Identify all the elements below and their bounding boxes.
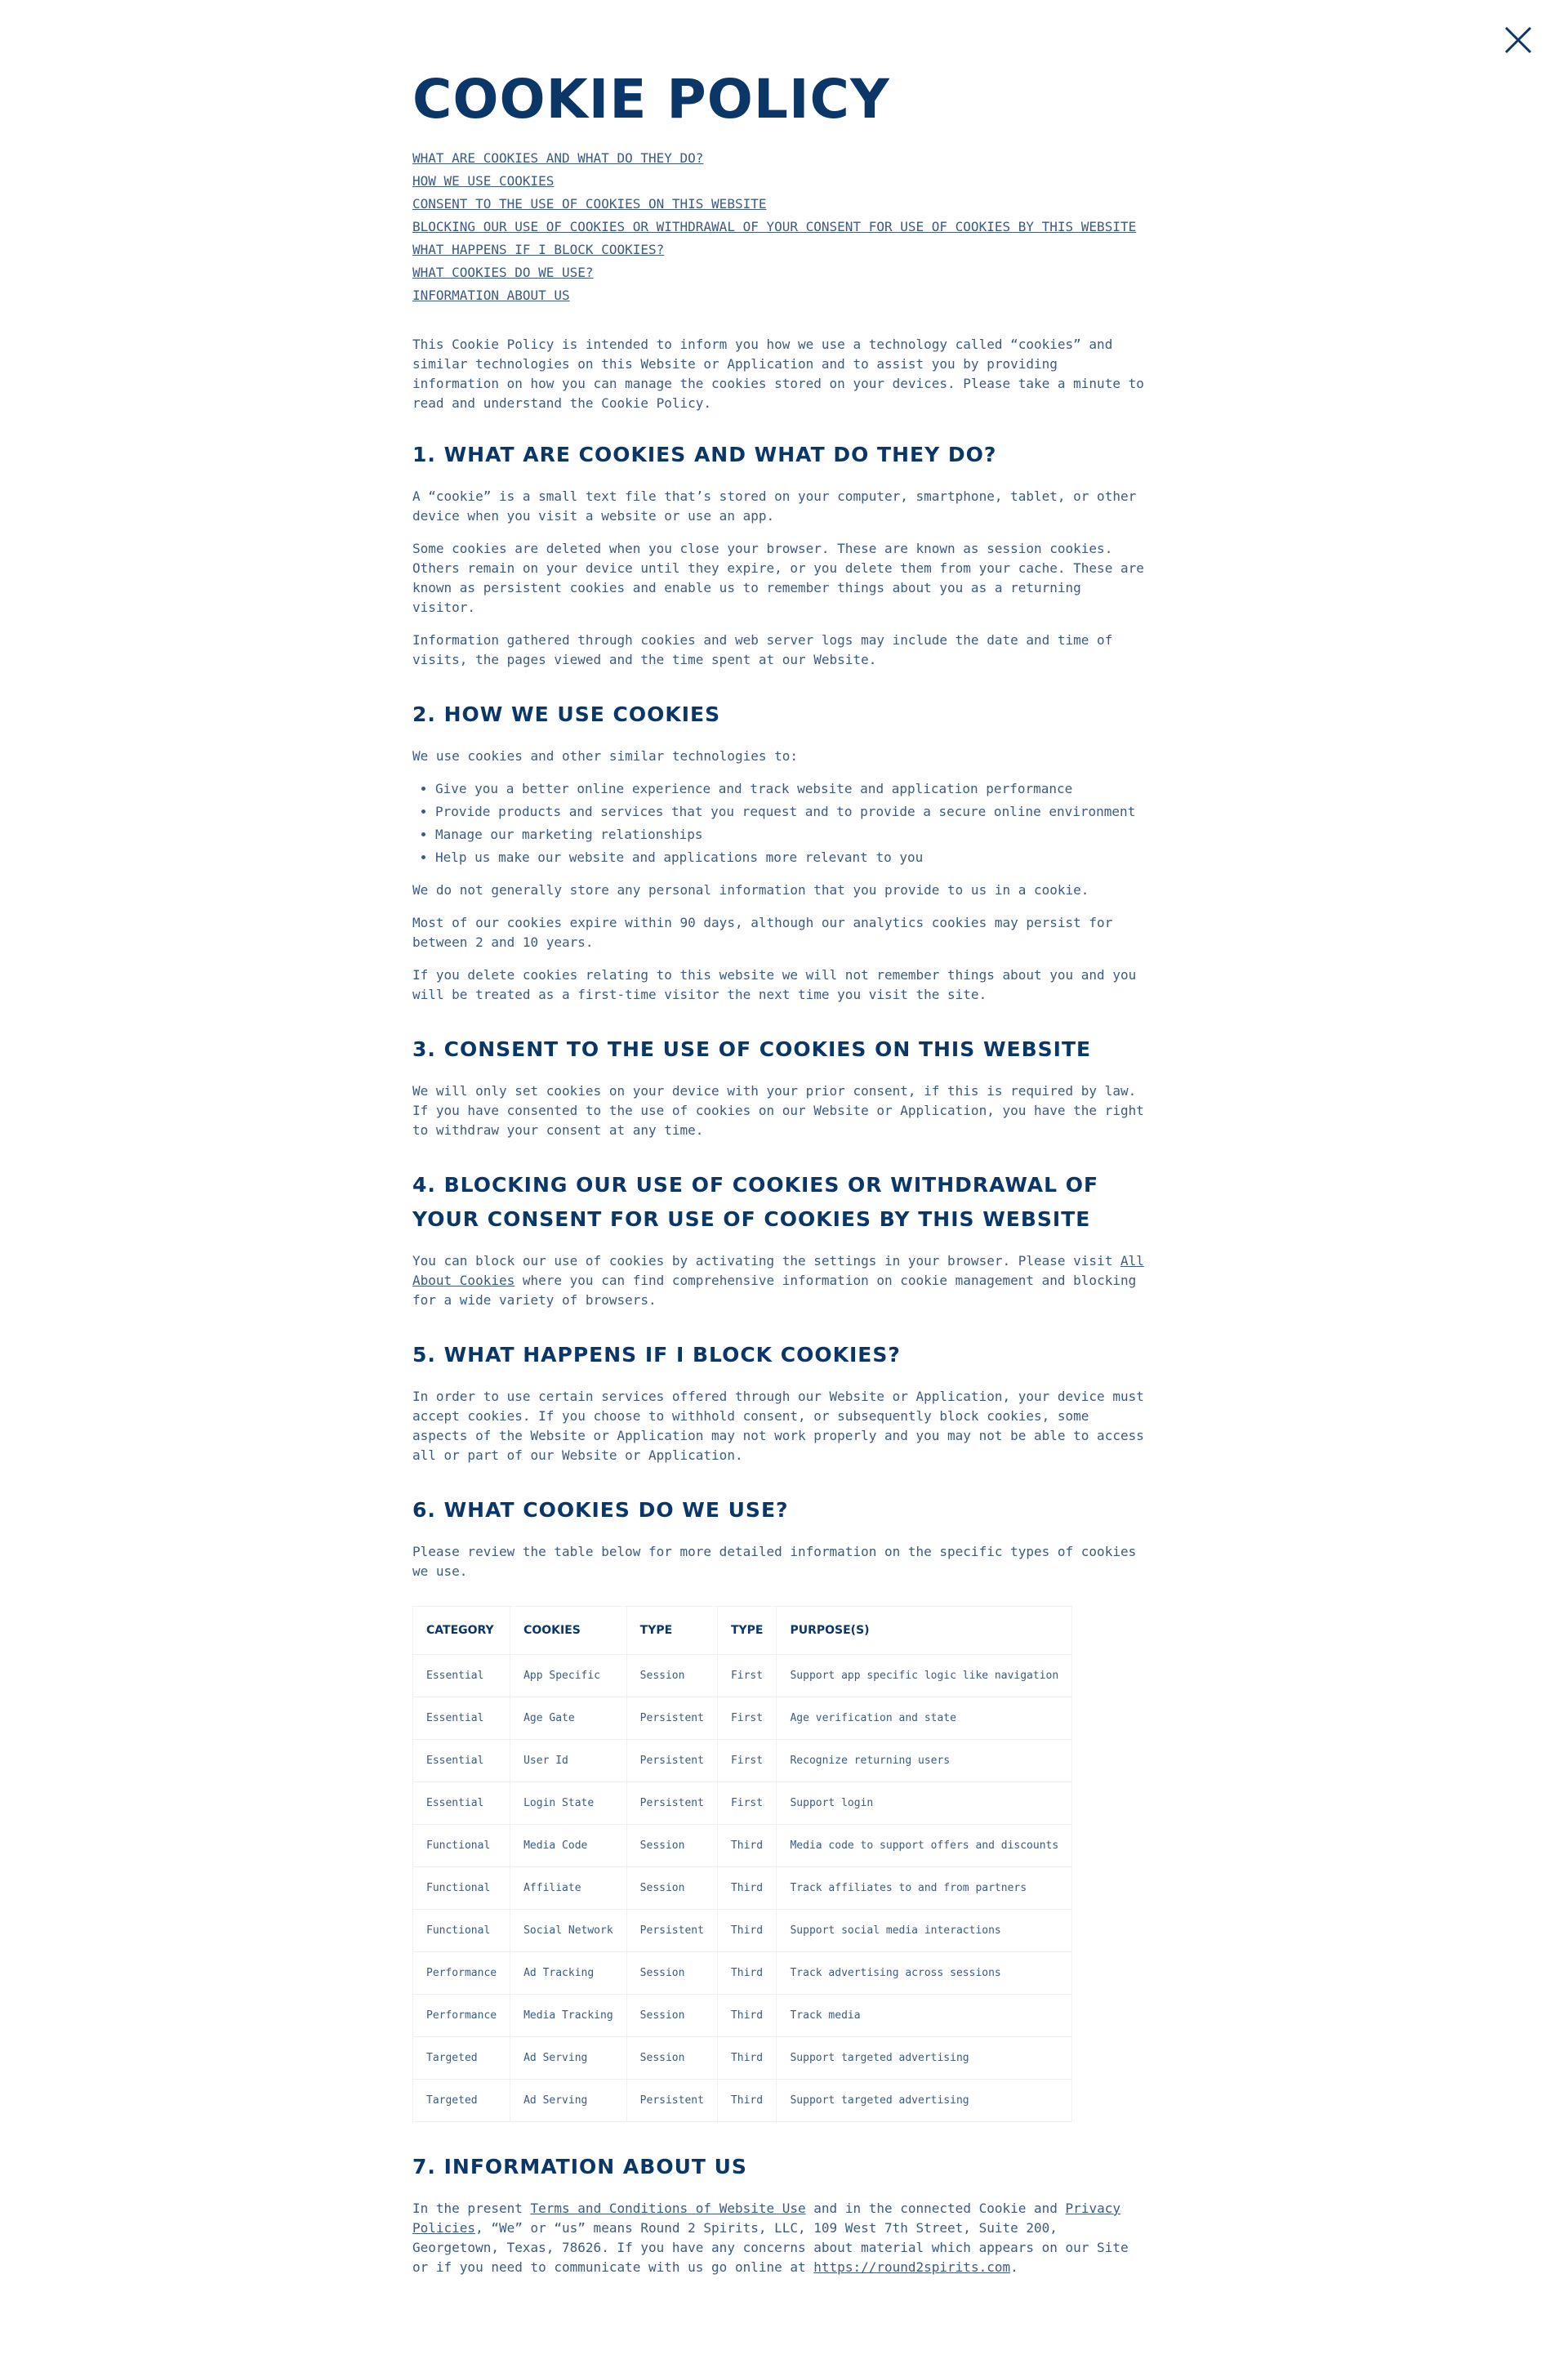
section-heading-7: 7. INFORMATION ABOUT US	[412, 2155, 747, 2178]
intro-paragraph: This Cookie Policy is intended to inform you how we use a technology called “cookies” and similar technologies on this Website or Application and to assist you by providing information on how you can manage the cookies stored on your devices. Please take a minute to read and understand the Cookie Policy.	[412, 337, 1144, 411]
table-cell: Login State	[510, 1782, 627, 1825]
table-row	[413, 1782, 1072, 1825]
close-icon	[1499, 21, 1537, 59]
table-cell: Third	[717, 1867, 777, 1910]
list-item: • Give you a better online experience and track website and application performance	[435, 779, 1152, 799]
table-cell: Support targeted advertising	[777, 2037, 1072, 2080]
table-row	[413, 1655, 1072, 1697]
toc-link-how-we-use[interactable]: HOW WE USE COOKIES	[412, 173, 555, 189]
cookie-policy-content	[412, 69, 1152, 2290]
table-cell: Third	[717, 1910, 777, 1952]
all-about-cookies-link[interactable]: All About Cookies	[412, 1253, 1144, 1288]
table-cell: Media Tracking	[510, 1995, 627, 2037]
table-cell: First	[717, 1697, 777, 1740]
column-header-type: TYPE	[626, 1607, 717, 1655]
section-3-paragraph: We will only set cookies on your device with your prior consent, if this is required by law. If you have consented to the use of cookies on our Website or Application, you have the right to withdraw your consent at any time.	[412, 1083, 1144, 1138]
table-cell: Track affiliates to and from partners	[777, 1867, 1072, 1910]
table-cell: Session	[626, 1952, 717, 1995]
toc-item	[412, 286, 1152, 305]
text-span: and in the connected Cookie and	[805, 2201, 1066, 2216]
section-heading-3: 3. CONSENT TO THE USE OF COOKIES ON THIS WEBSITE	[412, 1037, 1092, 1061]
table-cell: User Id	[510, 1740, 627, 1782]
table-cell: Media Code	[510, 1825, 627, 1867]
table-cell: Age Gate	[510, 1697, 627, 1740]
table-cell: Third	[717, 1995, 777, 2037]
table-row	[413, 2037, 1072, 2080]
section-heading-2: 2. HOW WE USE COOKIES	[412, 702, 721, 726]
cookies-table	[412, 1606, 1072, 2122]
toc-item	[412, 240, 1152, 260]
table-cell: Media code to support offers and discounts	[777, 1825, 1072, 1867]
toc-item	[412, 263, 1152, 283]
table-cell: Support social media interactions	[777, 1910, 1072, 1952]
table-cell: Session	[626, 1825, 717, 1867]
table-row	[413, 1697, 1072, 1740]
section-2-paragraph: If you delete cookies relating to this website we will not remember things about you and you will be treated as a first-time visitor the next time you visit the site.	[412, 967, 1137, 1002]
toc-item	[412, 149, 1152, 168]
table-row	[413, 1740, 1072, 1782]
table-row	[413, 1825, 1072, 1867]
table-row	[413, 1952, 1072, 1995]
table-cell: Support targeted advertising	[777, 2080, 1072, 2122]
table-cell: Session	[626, 1995, 717, 2037]
table-cell: Persistent	[626, 1697, 717, 1740]
section-heading-5: 5. WHAT HAPPENS IF I BLOCK COOKIES?	[412, 1343, 901, 1367]
text-span: You can block our use of cookies by activating the settings in your browser. Please visit	[412, 1253, 1120, 1269]
text-span: where you can find comprehensive information on cookie management and blocking for a wide variety of browsers.	[412, 1273, 1137, 1308]
table-cell: Support app specific logic like navigation	[777, 1655, 1072, 1697]
section-4-paragraph	[412, 1251, 1152, 1310]
column-header-purposes: PURPOSE(S)	[777, 1607, 1072, 1655]
table-cell: Third	[717, 1825, 777, 1867]
table-cell: Support login	[777, 1782, 1072, 1825]
column-header-category: CATEGORY	[413, 1607, 510, 1655]
section-heading-4: 4. BLOCKING OUR USE OF COOKIES OR WITHDRAWAL OF YOUR CONSENT FOR USE OF COOKIES BY THIS WEBSITE	[412, 1173, 1099, 1231]
toc-link-what-are-cookies[interactable]: WHAT ARE COOKIES AND WHAT DO THEY DO?	[412, 150, 704, 166]
section-6-paragraph: Please review the table below for more detailed information on the specific types of cookies we use.	[412, 1544, 1137, 1579]
table-cell: Recognize returning users	[777, 1740, 1072, 1782]
table-header-row	[413, 1607, 1072, 1655]
table-cell: Persistent	[626, 2080, 717, 2122]
section-7-paragraph	[412, 2199, 1152, 2277]
toc-link-about-us[interactable]: INFORMATION ABOUT US	[412, 288, 570, 303]
terms-link[interactable]: Terms and Conditions of Website Use	[530, 2201, 806, 2216]
toc-item	[412, 172, 1152, 191]
table-cell: Targeted	[413, 2037, 510, 2080]
toc-link-what-happens[interactable]: WHAT HAPPENS IF I BLOCK COOKIES?	[412, 242, 665, 257]
list-item: • Manage our marketing relationships	[435, 825, 1152, 845]
table-row	[413, 1995, 1072, 2037]
section-1-paragraph: A “cookie” is a small text file that’s stored on your computer, smartphone, tablet, or other device when you visit a website or use an app.	[412, 488, 1137, 524]
text-span: .	[1010, 2259, 1018, 2275]
table-cell: Session	[626, 1655, 717, 1697]
toc-link-blocking[interactable]: BLOCKING OUR USE OF COOKIES OR WITHDRAWAL OF YOUR CONSENT FOR USE OF COOKIES BY THIS WEBSITE	[412, 219, 1137, 234]
text-span: , “We” or “us” means Round 2 Spirits, LLC, 109 West 7th Street, Suite 200, Georgetown, Texas, 78626. If you have any concerns about material which appears on our Site or if you need to communicate with us go online at	[412, 2220, 1129, 2275]
section-2-paragraph: Most of our cookies expire within 90 days, although our analytics cookies may persist for between 2 and 10 years.	[412, 915, 1113, 950]
toc-item	[412, 194, 1152, 214]
table-cell: Session	[626, 2037, 717, 2080]
section-1-paragraph: Information gathered through cookies and web server logs may include the date and time of visits, the pages viewed and the time spent at our Website.	[412, 632, 1113, 667]
section-heading-6: 6. WHAT COOKIES DO WE USE?	[412, 1498, 789, 1522]
usage-bullet-list	[412, 779, 1152, 867]
table-cell: Essential	[413, 1740, 510, 1782]
table-cell: Third	[717, 1952, 777, 1995]
table-cell: First	[717, 1740, 777, 1782]
table-cell: Social Network	[510, 1910, 627, 1952]
table-cell: Track advertising across sessions	[777, 1952, 1072, 1995]
section-2-paragraph: We do not generally store any personal information that you provide to us in a cookie.	[412, 882, 1089, 898]
toc-link-what-cookies[interactable]: WHAT COOKIES DO WE USE?	[412, 265, 594, 280]
table-cell: First	[717, 1782, 777, 1825]
table-cell: Ad Serving	[510, 2037, 627, 2080]
table-cell: Essential	[413, 1655, 510, 1697]
table-cell: First	[717, 1655, 777, 1697]
close-button[interactable]	[1499, 21, 1537, 59]
table-cell: Functional	[413, 1825, 510, 1867]
section-heading-1: 1. WHAT ARE COOKIES AND WHAT DO THEY DO?	[412, 443, 997, 466]
table-row	[413, 1867, 1072, 1910]
section-1-paragraph: Some cookies are deleted when you close your browser. These are known as session cookies. Others remain on your device until they expire, or you delete them from your cache. These are known as persistent cookies and enable us to remember things about you as a returning visitor.	[412, 541, 1144, 615]
website-link[interactable]: https://round2spirits.com	[813, 2259, 1011, 2275]
column-header-party: TYPE	[717, 1607, 777, 1655]
table-cell: Persistent	[626, 1782, 717, 1825]
table-cell: Ad Tracking	[510, 1952, 627, 1995]
privacy-policies-link[interactable]: Privacy Policies	[412, 2201, 1120, 2236]
table-cell: Ad Serving	[510, 2080, 627, 2122]
table-cell: Essential	[413, 1782, 510, 1825]
column-header-cookies: COOKIES	[510, 1607, 627, 1655]
table-cell: Essential	[413, 1697, 510, 1740]
page-title: COOKIE POLICY	[412, 68, 890, 131]
table-cell: Performance	[413, 1995, 510, 2037]
table-cell: Track media	[777, 1995, 1072, 2037]
list-item: • Help us make our website and applications more relevant to you	[435, 848, 1152, 867]
table-cell: Session	[626, 1867, 717, 1910]
table-cell: Affiliate	[510, 1867, 627, 1910]
text-span: In the present	[412, 2201, 531, 2216]
list-item: • Provide products and services that you request and to provide a secure online environment	[435, 802, 1152, 822]
table-row	[413, 2080, 1072, 2122]
table-cell: Functional	[413, 1867, 510, 1910]
table-cell: Functional	[413, 1910, 510, 1952]
toc-item	[412, 217, 1152, 237]
table-cell: Performance	[413, 1952, 510, 1995]
table-row	[413, 1910, 1072, 1952]
section-2-paragraph: We use cookies and other similar technologies to:	[412, 748, 799, 764]
table-cell: Age verification and state	[777, 1697, 1072, 1740]
table-cell: Persistent	[626, 1910, 717, 1952]
section-5-paragraph: In order to use certain services offered through our Website or Application, your device must accept cookies. If you choose to withhold consent, or subsequently block cookies, some aspects of the Website or Application may not work properly and you may not be able to access all or part of our Website or Application.	[412, 1389, 1144, 1463]
table-cell: App Specific	[510, 1655, 627, 1697]
table-cell: Third	[717, 2037, 777, 2080]
table-cell: Targeted	[413, 2080, 510, 2122]
table-cell: Third	[717, 2080, 777, 2122]
table-cell: Persistent	[626, 1740, 717, 1782]
table-of-contents	[412, 149, 1152, 305]
toc-link-consent[interactable]: CONSENT TO THE USE OF COOKIES ON THIS WEBSITE	[412, 196, 767, 212]
